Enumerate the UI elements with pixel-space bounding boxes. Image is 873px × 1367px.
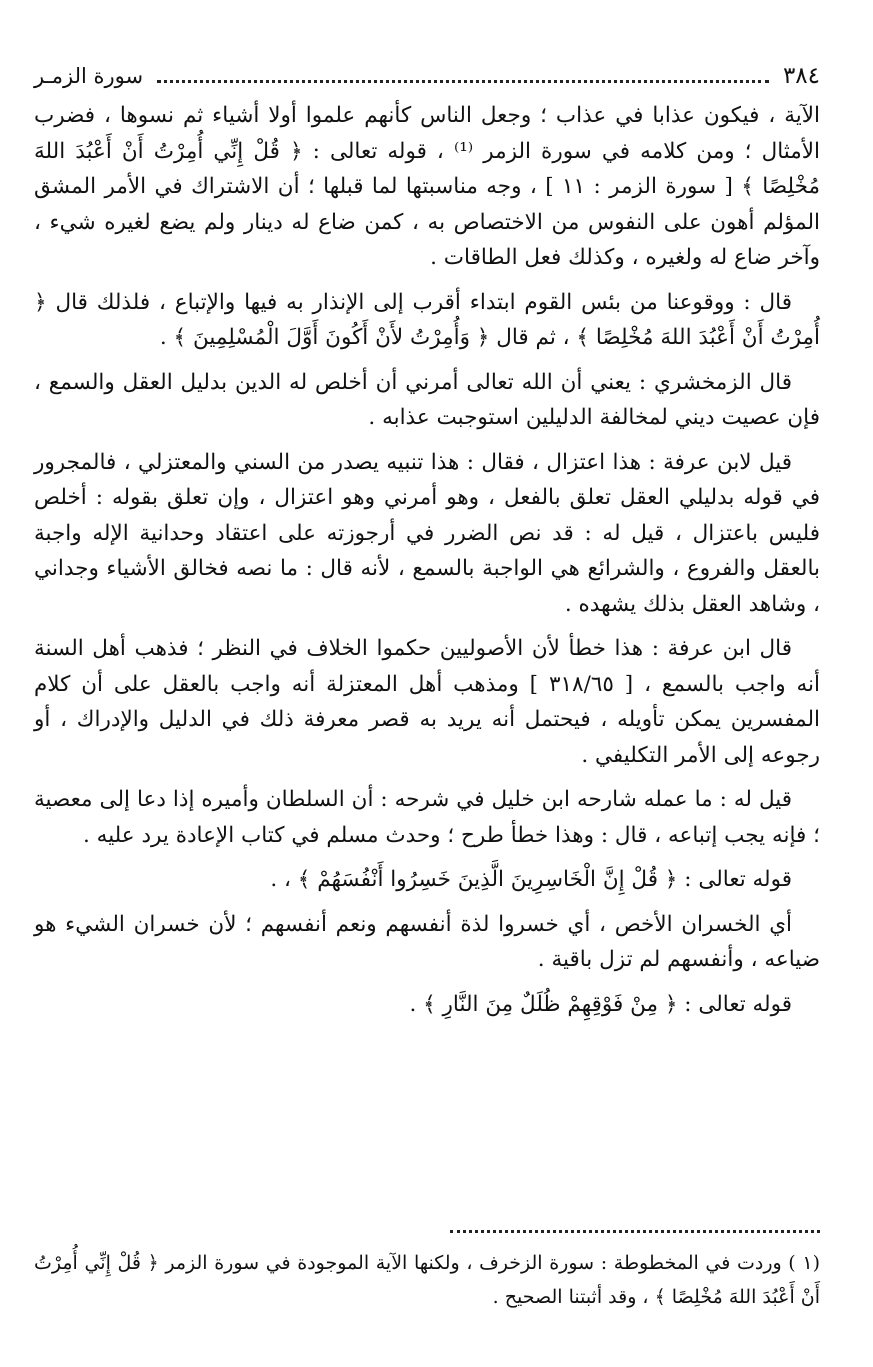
running-title: سورة الزمـر xyxy=(34,64,144,88)
paragraph: أي الخسران الأخص ، أي خسروا لذة أنفسهم ونعم أنفسهم ؛ لأن خسران الشيء هو ضياعه ، وأنفسهم لم تزل باقية . xyxy=(34,911,820,972)
page-header xyxy=(34,58,820,90)
paragraph: قال ابن عرفة : هذا خطأ لأن الأصوليين حكموا الخلاف في النظر ؛ فذهب أهل السنة أنه واجب بالسمع ، [ ٣١٨/٦٥ ] ومذهب أهل المعتزلة أنه واجب بالعقل على أن كلام المفسرين يمكن تأويله ، فيحتمل أنه يريد به قصر معرفة ذلك في الدليل والإدراك ، أو رجوعه إلى الأمر التكليفي . xyxy=(34,636,820,768)
footnote-separator xyxy=(450,1226,820,1233)
paragraph: قال الزمخشري : يعني أن الله تعالى أمرني أن أخلص له الدين بدليل العقل والسمع ، فإن عصيت ديني لمخالفة الدليلين استوجبت عذابه . xyxy=(34,369,820,430)
page-number: ٣٨٤ xyxy=(782,63,820,89)
paragraph: الآية ، فيكون عذابا في عذاب ؛ وجعل الناس كأنهم علموا أولا أشياء ثم نسوها ، فضرب الأمثال ؛ ومن كلامه في سورة الزمر ⁽¹⁾ ، قوله تعالى : ﴿ قُلْ إِنِّي أُمِرْتُ أَنْ أَعْبُدَ اللهَ مُخْلِصًا ﴾ [ سورة الزمر : ١١ ] ، وجه مناسبتها لما قبلها ؛ أن الاشتراك في الأمر المشق المؤلم أهون على النفوس من الاختصاص به ، كمن ضاع له دينار ولم يضع لغيره شيء ، وآخر ضاع له ولغيره ، وكذلك فعل الطاقات . xyxy=(34,103,820,270)
paragraph: قوله تعالى : ﴿ قُلْ إِنَّ الْخَاسِرِينَ الَّذِينَ خَسِرُوا أَنْفُسَهُمْ ﴾ ، . xyxy=(270,867,792,892)
main-text xyxy=(34,98,820,1031)
paragraph: قوله تعالى : ﴿ مِنْ فَوْقِهِمْ ظُلَلٌ مِنَ النَّارِ ﴾ . xyxy=(409,991,792,1017)
paragraph: قيل له : ما عمله شارحه ابن خليل في شرحه : أن السلطان وأميره إذا دعا إلى معصية ؛ فإنه يجب إتباعه ، قال : وهذا خطأ طرح ؛ وحدث مسلم في كتاب الإعادة يرد عليه . xyxy=(34,787,820,848)
header-dotted-rule xyxy=(157,72,769,83)
paragraph: قيل لابن عرفة : هذا اعتزال ، فقال : هذا تنبيه يصدر من السني والمعتزلي ، فالمجرور في قوله بدليلي العقل تعلق بالفعل ، وهو أمرني وهو اعتزال ، وإن تعلق بقوله : أخلص فليس باعتزال ، قيل له : قد نص الضرر في أرجوزته على اعتقاد وحدانية الإله واجبة بالعقل والفروع ، والشرائع هي الواجبة بالسمع ، لأنه قال : ما نصه فخالق الأشياء وجداني ، وشاهد العقل بذلك يشهده . xyxy=(34,449,820,617)
footnote: (١ ) وردت في المخطوطة : سورة الزخرف ، ولكنها الآية الموجودة في سورة الزمر ﴿ قُلْ إِنِّي أُمِرْتُ أَنْ أَعْبُدَ اللهَ مُخْلِصًا ﴾ ، وقد أثبتنا الصحيح . xyxy=(34,1252,820,1308)
paragraph: قال : ووقوعنا من بئس القوم ابتداء أقرب إلى الإنذار به فيها والإتباع ، فلذلك قال ﴿ أُمِرْتُ أَنْ أَعْبُدَ اللهَ مُخْلِصًا ﴾ ، ثم قال ﴿ وَأُمِرْتُ لأَنْ أَكُونَ أَوَّلَ الْمُسْلِمِينَ ﴾ . xyxy=(34,289,820,350)
